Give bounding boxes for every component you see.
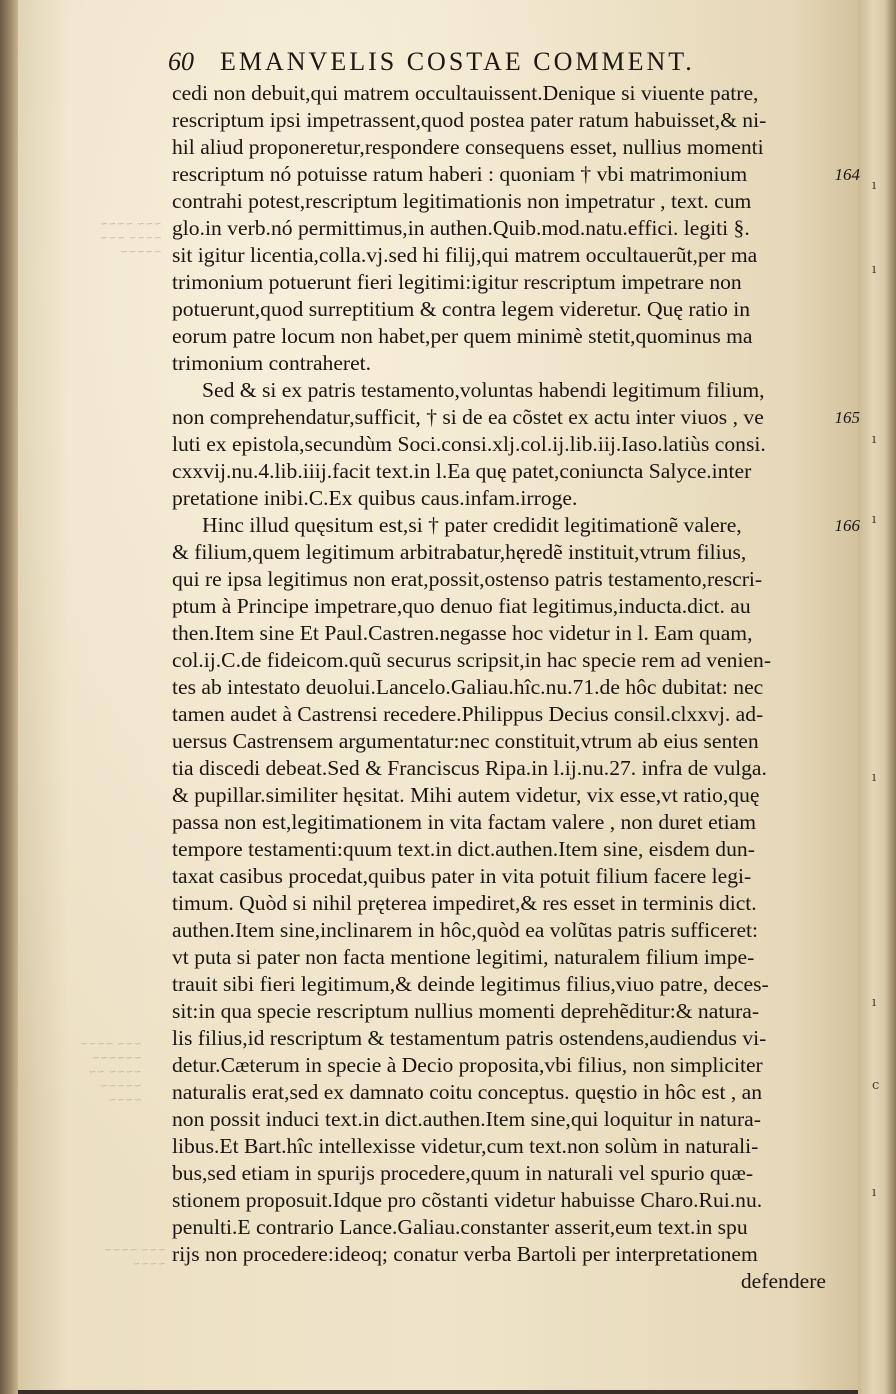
text-line: contrahi potest,rescriptum legitimationis non impetratur , text. cum (172, 189, 752, 213)
paragraph-start-line: Hinc illud quęsitum est,si † pater credidit legitimationẽ valere, (202, 513, 742, 537)
text-line: tes ab intestato deuolui.Lancelo.Galiau.hîc.nu.71.de hôc dubitat: nec (172, 675, 764, 699)
text-line: tia discedi debeat.Sed & Franciscus Ripa.in l.ij.nu.27. infra de vulga. (172, 756, 767, 780)
text-line: lis filius,id rescriptum & testamentum patris ostendens,audiendus vi- (172, 1026, 767, 1050)
text-line: luti ex epistola,secundùm Soci.consi.xlj.col.ij.lib.iij.Iaso.latiùs consi. (172, 432, 766, 456)
text-line: hil aliud proponeretur,respondere consequens esset, nullius momenti (172, 135, 764, 159)
text-line: bus,sed etiam in spurijs procedere,quum in naturali vel spurio quæ- (172, 1161, 754, 1185)
paragraph-start-line: Sed & si ex patris testamento,voluntas habendi legitimum filium, (202, 378, 765, 402)
text-line: col.ij.C.de fideicom.quũ securus scripsit,in hac specie rem ad venien- (172, 648, 772, 672)
text-line: vt puta si pater non facta mentione legitimi, naturalem filium impe- (172, 945, 755, 969)
text-line: trimonium potuerunt fieri legitimi:igitur rescriptum impetrare non (172, 270, 742, 294)
text-line: tempore testamenti:quum text.in dict.authen.Item sine, eisdem dun- (172, 837, 755, 861)
text-line: cedi non debuit,qui matrem occultauissent.Denique si viuente patre, (172, 81, 759, 105)
text-line: non comprehendatur,sufficit, † si de ea cõstet ex actu inter viuos , ve (172, 405, 764, 429)
bleed-through-notes: ~~~ ~~~~ ~~~~ ~~~ ~~~~~ (100, 219, 162, 258)
text-line: non possit induci text.in dict.authen.Item sine,qui loquitur in natura- (172, 1107, 761, 1131)
text-line: ptum à Principe impetrare,quo denuo fiat legitimus,inducta.dict. au (172, 594, 751, 618)
text-line: eorum patre locum non habet,per quem minimè stetit,quominus ma (172, 324, 753, 348)
text-line: & filium,quem legitimum arbitrabatur,hęredẽ instituit,vtrum filius, (172, 540, 747, 564)
margin-number-164: 164 (834, 165, 860, 184)
catchword-line: defendere (740, 1269, 826, 1293)
text-line: rescriptum ipsi impetrassent,quod postea pater ratum habuisset,& ni- (172, 108, 767, 132)
text-line: trauit sibi fieri legitimum,& deinde legitimus filius,viuo patre, deces- (172, 972, 769, 996)
margin-number-165: 165 (834, 408, 860, 427)
text-line: authen.Item sine,inclinarem in hôc,quòd ea volũtas patris sufficeret: (172, 918, 759, 942)
text-line: stionem proposuit.Idque pro cõstanti videtur habuisse Charo.Rui.nu. (172, 1188, 763, 1212)
text-line: naturalis erat,sed ex damnato coitu conceptus. quęstio in hôc est , an (172, 1080, 763, 1104)
text-line: qui re ipsa legitimus non erat,possit,ostenso patris testamento,rescri- (172, 567, 763, 591)
bleed-through-notes: ~~~ ~~~~ ~~~~~~ ~~~~ ~~ ~~~~~ ~~~~ (80, 1039, 142, 1106)
text-line: tamen audet à Castrensi recedere.Philippus Decius consil.clxxvj. ad- (172, 702, 764, 726)
text-line: potuerunt,quod surreptitium & contra legem videretur. Quę ratio in (172, 297, 751, 321)
text-line: passa non est,legitimationem in vita factam valere , non duret etiam (172, 810, 757, 834)
text-line: sit:in qua specie rescriptum nullius momenti deprehẽditur:& natura- (172, 999, 760, 1023)
text-line: rijs non procedere:ideoq; conatur verba Bartoli per interpretationem (172, 1242, 758, 1266)
text-line: pretatione inibi.C.Ex quibus caus.infam.irroge. (172, 486, 578, 510)
text-line: trimonium contraheret. (172, 351, 372, 375)
main-text-column (172, 80, 860, 1295)
text-line: rescriptum nó potuisse ratum haberi : quoniam † vbi matrimonium (172, 162, 748, 186)
next-page-edge: ı ı ı ı ı ı c ı (858, 0, 896, 1394)
text-line: timum. Quòd si nihil pręterea impediret,& res esset in terminis dict. (172, 891, 757, 915)
text-line: then.Item sine Et Paul.Castren.negasse hoc videtur in l. Eam quam, (172, 621, 753, 645)
text-line: penulti.E contrario Lance.Galiau.constanter asserit,eum text.in spu (172, 1215, 748, 1239)
text-line: taxat casibus procedat,quibus pater in vita potuit filium facere legi- (172, 864, 752, 888)
text-line: detur.Cæterum in specie à Decio proposita,vbi filius, non simpliciter (172, 1053, 763, 1077)
margin-number-166: 166 (834, 516, 860, 535)
book-spine (0, 0, 18, 1394)
bleed-through-notes: ~~~ ~~~~ ~~~~ (104, 1245, 166, 1270)
running-title: EMANVELIS COSTAE COMMENT. (220, 47, 695, 76)
text-line: & pupillar.similiter hęsitat. Mihi autem videtur, vix esse,vt ratio,quę (172, 783, 760, 807)
text-line: cxxvij.nu.4.lib.iiij.facit text.in l.Ea quę patet,coniuncta Salyce.inter (172, 459, 752, 483)
text-line: sit igitur licentia,colla.vj.sed hi filij,qui matrem occultauerũt,per ma (172, 243, 758, 267)
running-header (168, 47, 788, 81)
text-line: libus.Et Bart.hîc intellexisse videtur,cum text.non solùm in naturali- (172, 1134, 759, 1158)
page-number: 60 (168, 47, 194, 76)
text-line: glo.in verb.nó permittimus,in authen.Quib.mod.natu.effici. legiti §. (172, 216, 750, 240)
text-line: uersus Castrensem argumentatur:nec constituit,vtrum ab eius senten (172, 729, 759, 753)
